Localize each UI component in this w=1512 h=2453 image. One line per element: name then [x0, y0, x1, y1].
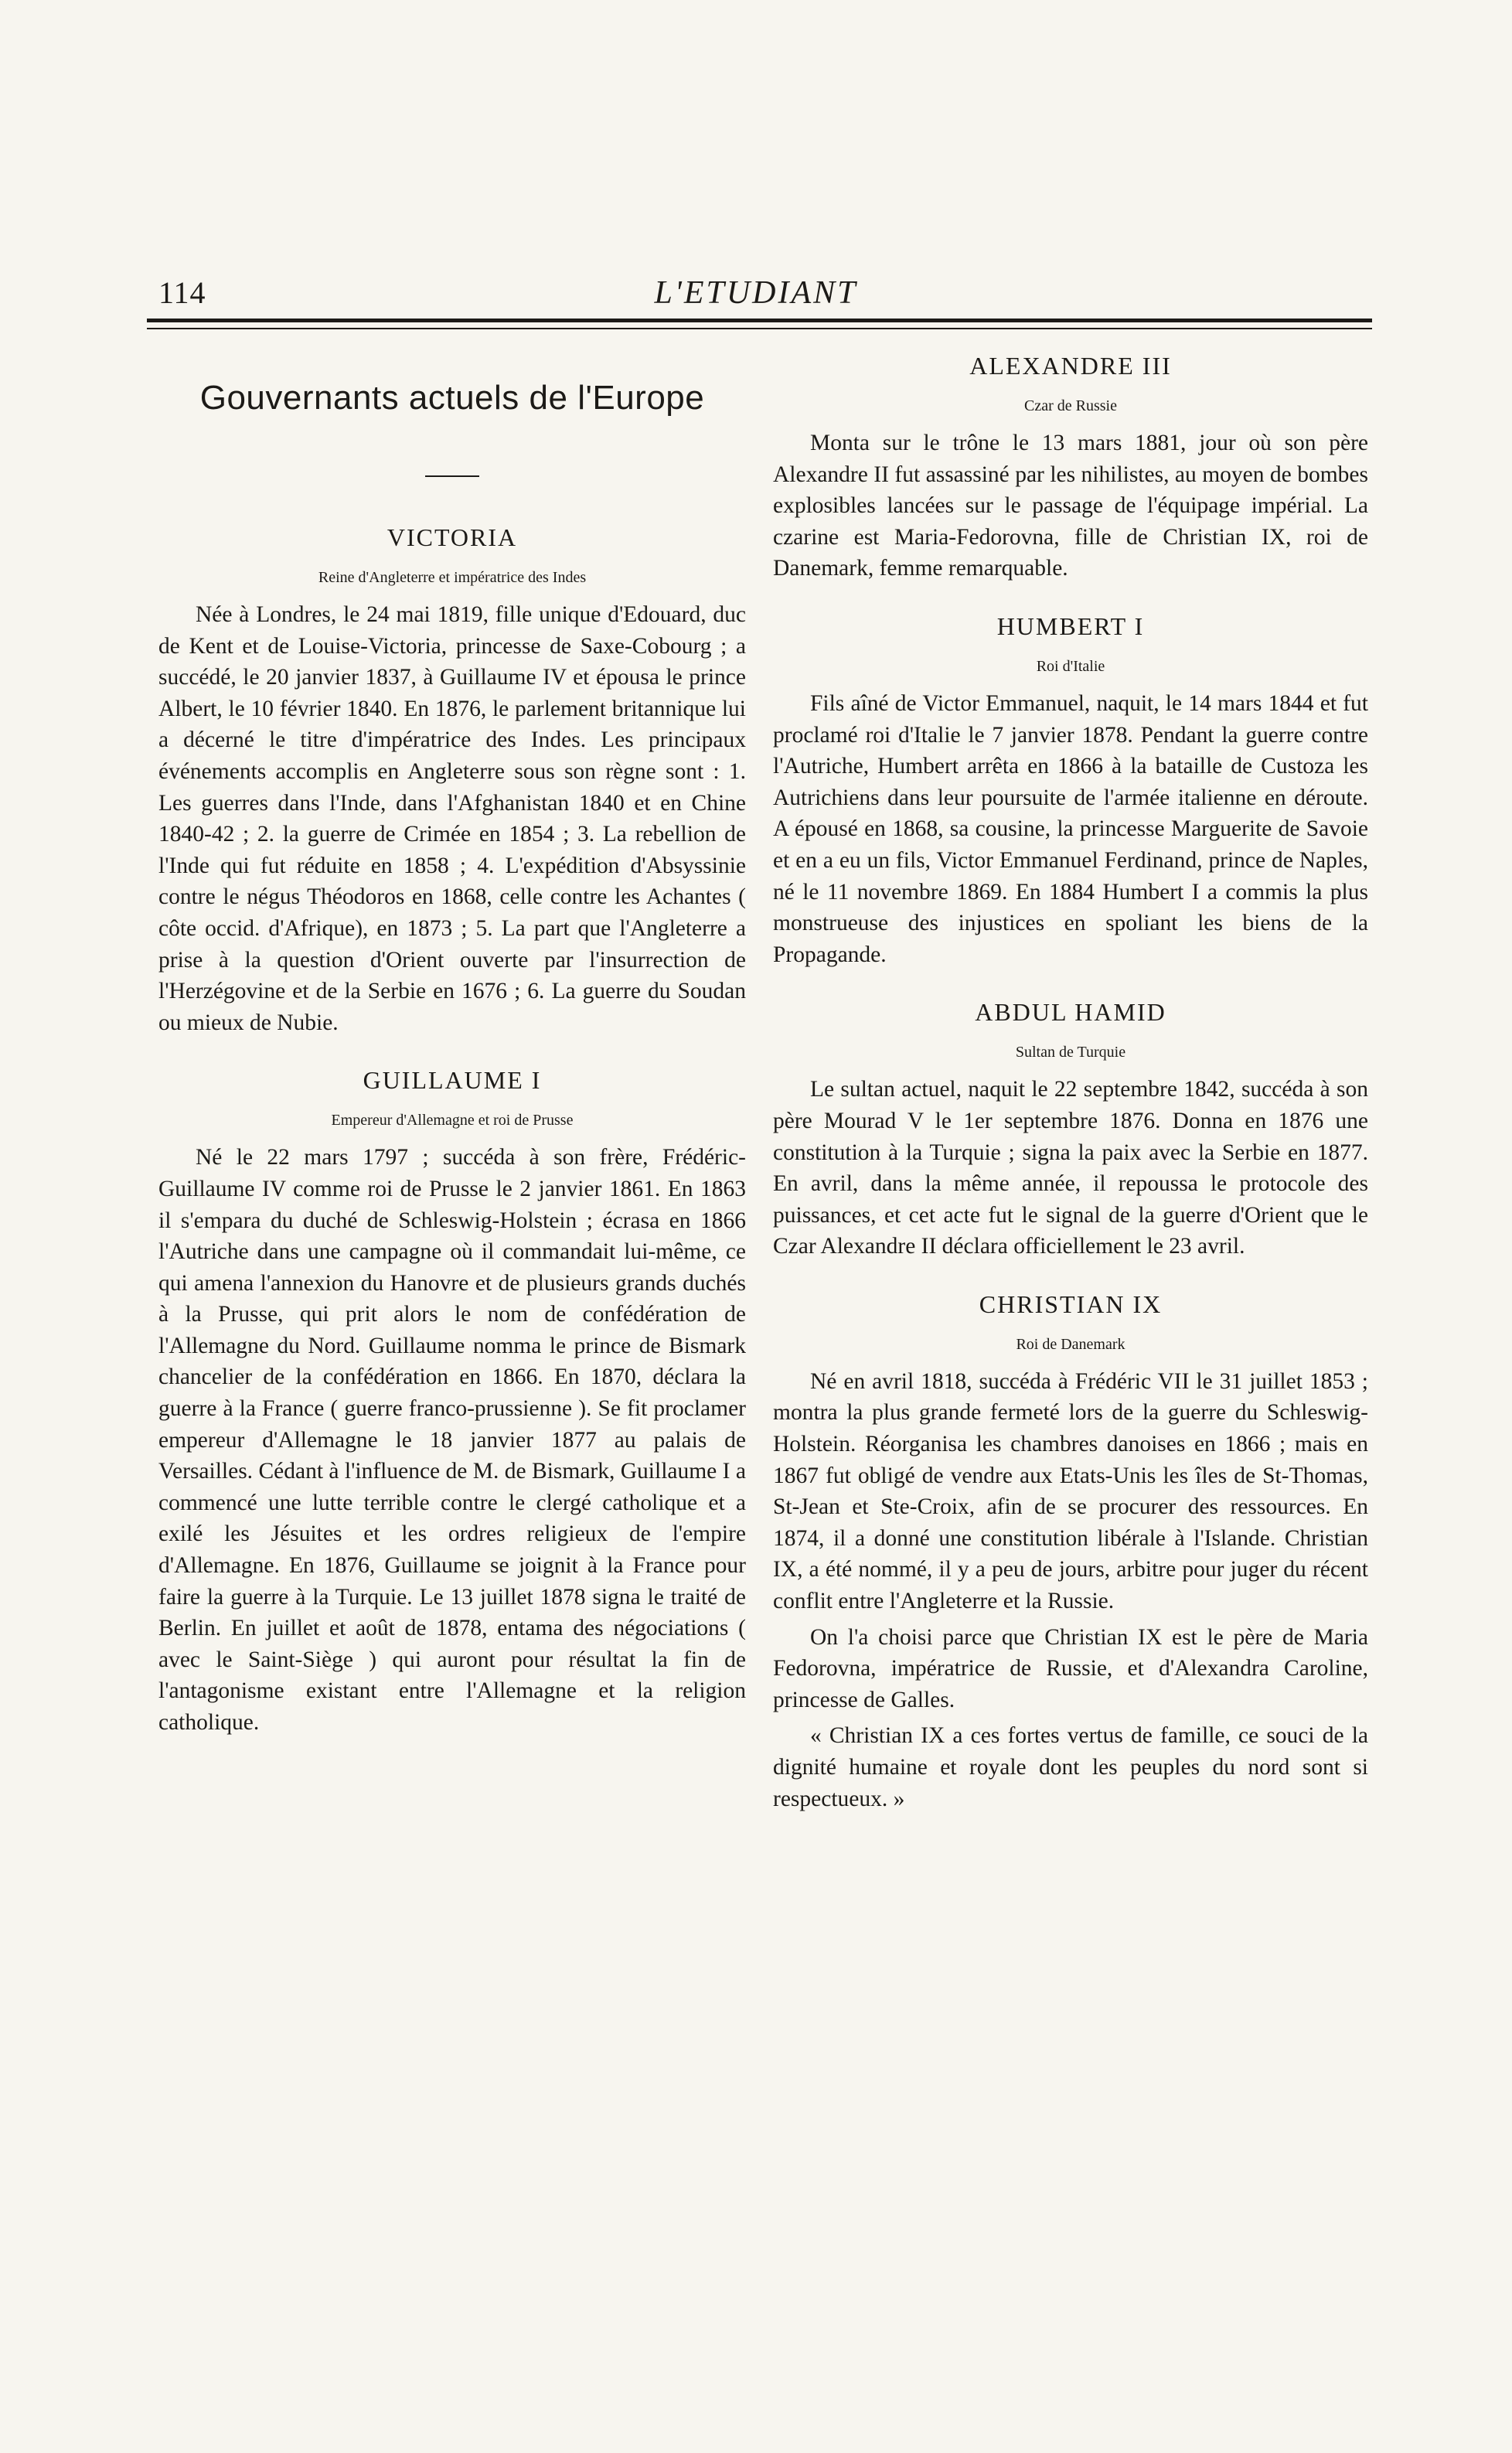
ruler-name: VICTORIA — [387, 523, 518, 551]
ruler-name: HUMBERT I — [996, 612, 1145, 640]
ruler-paragraph: « Christian IX a ces fortes vertus de famille, ce souci de la dignité humaine et royale dont les peuples du nord sont si respectueux. » — [773, 1723, 1368, 1811]
ruler-subtitle: Czar de Russie — [1024, 397, 1117, 414]
ruler-paragraph: Né en avril 1818, succéda à Frédéric VII le 31 juillet 1853 ; montra la plus grande fermeté lors de la guerre du Schleswig-Holstein. Réorganisa les chambres danoises en 1866 ; mais en 1867 fut obligé de vendre aux Etats-Unis les îles de St-Thomas, St-Jean et Ste-Croix, afin de se procurer des ressources. En 1874, il a donné une constitution libérale à l'Islande. Christian IX, a été nommé, il y a peu de jours, arbitre pour juger du récent conflit entre l'Angleterre et la Russie. — [773, 1368, 1368, 1614]
ruler-subtitle: Roi de Danemark — [1016, 1335, 1125, 1353]
ruler-paragraph: On l'a choisi parce que Christian IX est le père de Maria Fedorovna, impératrice de Russie, et d'Alexandra Caroline, princesse de Galles. — [773, 1624, 1368, 1712]
ruler-paragraph: Fils aîné de Victor Emmanuel, naquit, le 14 mars 1844 et fut proclamé roi d'Italie le 7 janvier 1878. Pendant la guerre contre l'Autriche, Humbert arrêta en 1866 à la bataille de Custoza les Autrichiens dans leur poursuite de l'armée italienne en déroute. A épousé en 1868, sa cousine, la princesse Marguerite de Savoie et en a eu un fils, Victor Emmanuel Ferdinand, prince de Naples, né le 11 novembre 1869. En 1884 Humbert I a commis la plus monstrueuse des injustices en spoliant les biens de la Propagande. — [773, 690, 1368, 967]
ruler-subtitle: Roi d'Italie — [1036, 657, 1105, 675]
running-title: L'ETUDIANT — [654, 275, 858, 311]
ruler-subtitle: Empereur d'Allemagne et roi de Prusse — [331, 1112, 574, 1129]
ruler-paragraph: Monta sur le trône le 13 mars 1881, jour où son père Alexandre II fut assassiné par les nihilistes, au moyen de bombes explosibles lancées sur le passage de l'équipage impérial. La czarine est Maria-Fedorovna, fille de Christian IX, roi de Danemark, femme remarquable. — [773, 431, 1368, 581]
ruler-name: GUILLAUME I — [363, 1066, 542, 1095]
ruler-subtitle: Reine d'Angleterre et impératrice des Indes — [318, 569, 587, 586]
section-alexandre — [773, 352, 1368, 584]
ruler-paragraph: Née à Londres, le 24 mai 1819, fille unique d'Edouard, duc de Kent et de Louise-Victoria, princesse de Saxe-Cobourg ; a succédé, le 20 janvier 1837, à Guillaume IV et épousa le prince Albert, le 10 février 1840. En 1876, le parlement britannique lui a décerné le titre d'impératrice des Indes. Les principaux événements accomplis en Angleterre sous son règne sont : 1. Les guerres dans l'Inde, dans l'Afghanistan 1840 et en Chine 1840-42 ; 2. la guerre de Crimée en 1854 ; 3. La rebellion de l'Inde qui fut réduite en 1858 ; 4. L'expédition d'Absyssinie contre le négus Théodoros en 1868, celle contre les Achantes ( côte occid. d'Afrique), en 1873 ; 5. La part que l'Angleterre a prise à la question d'Orient ouverte par l'insurrection de l'Herzégovine et de la Serbie en 1676 ; 6. La guerre du Soudan ou mieux de Nubie. — [158, 602, 746, 1035]
ruler-paragraph: Né le 22 mars 1797 ; succéda à son frère, Frédéric-Guillaume IV comme roi de Prusse le 2 janvier 1861. En 1863 il s'empara du duché de Schleswig-Holstein ; écrasa en 1866 l'Autriche dans une campagne où il commandait lui-même, ce qui amena l'annexion du Hanovre et de plusieurs grands duchés à la Prusse, qui prit alors le nom de confédération de l'Allemagne du Nord. Guillaume nomma le prince de Bismark chancelier de la confédération en 1866. En 1870, déclara la guerre à la France ( guerre franco-prussienne ). Se fit proclamer empereur d'Allemagne le 18 janvier 1877 au palais de Versailles. Cédant à l'influence de M. de Bismark, Guillaume I a commencé une lutte terrible contre le clergé catholique et a exilé les Jésuites et les ordres religieux de l'empire d'Allemagne. En 1876, Guillaume se joignit à la France pour faire la guerre à la Turquie. Le 13 juillet 1878 signa le traité de Berlin. En juillet et août de 1878, entama des négociations ( avec le Saint-Siège ) qui auront pour résultat la fin de l'antagonisme existant entre l'Allemagne et la religion catholique. — [158, 1145, 746, 1735]
title-dash-divider — [425, 475, 479, 477]
ruler-subtitle: Sultan de Turquie — [1015, 1044, 1126, 1061]
header-rule-thick — [147, 319, 1372, 322]
section-abdul-hamid — [773, 998, 1368, 1262]
section-christian — [773, 1290, 1368, 1814]
ruler-name: ABDUL HAMID — [975, 998, 1166, 1027]
ruler-name: ALEXANDRE III — [969, 352, 1172, 380]
right-column — [773, 340, 1368, 1842]
ruler-paragraph: Le sultan actuel, naquit le 22 septembre 1842, succéda à son père Mourad V le 1er septembre 1876. Donna en 1876 une constitution à la Turquie ; signa la paix avec la Serbie en 1877. En avril, dans la même année, il repoussa le protocole des puissances, et cet acte fut le signal de la guerre d'Orient que le Czar Alexandre II déclara officiellement le 23 avril. — [773, 1077, 1368, 1259]
article-title: Gouvernants actuels de l'Europe — [199, 379, 705, 417]
section-humbert — [773, 612, 1368, 970]
section-victoria — [158, 523, 746, 1038]
header-rule-thin — [147, 328, 1372, 329]
ruler-name: CHRISTIAN IX — [979, 1290, 1163, 1318]
left-column — [158, 340, 746, 1767]
section-guillaume — [158, 1066, 746, 1738]
page-number: 114 — [158, 275, 206, 310]
